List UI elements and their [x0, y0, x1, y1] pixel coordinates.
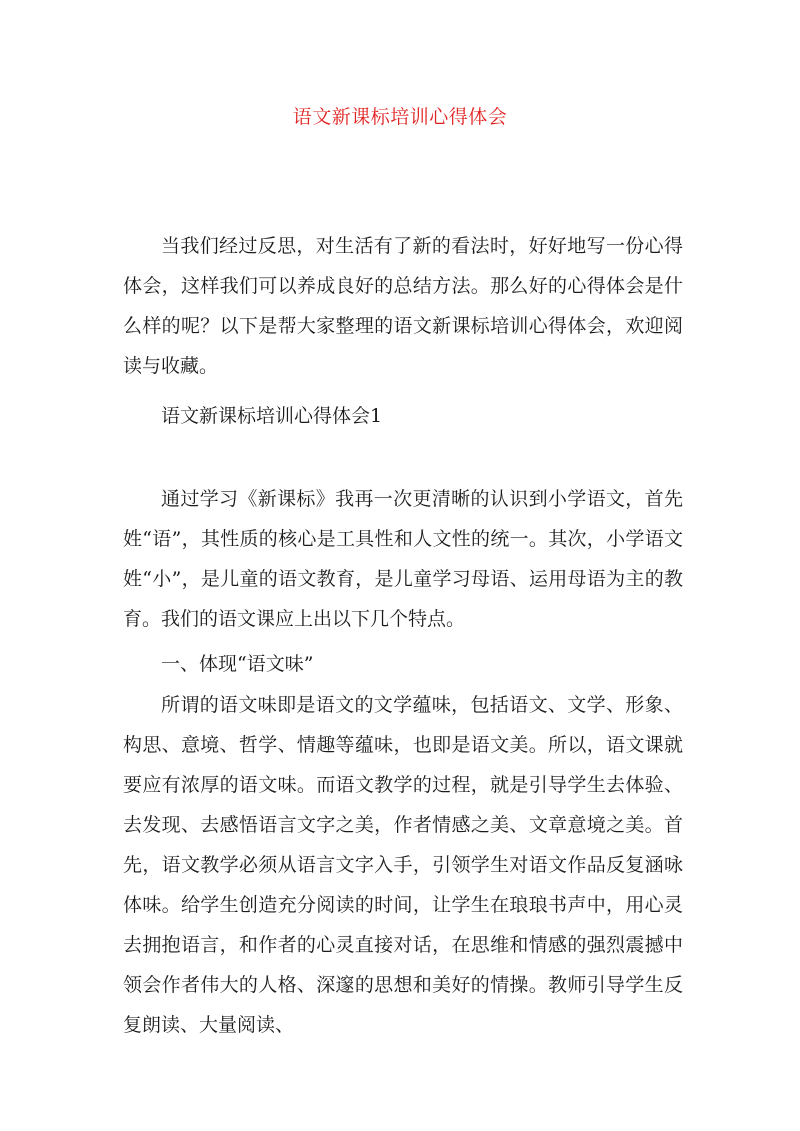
body-paragraph: 通过学习《新课标》我再一次更清晰的认识到小学语文，首先姓“语”，其性质的核心是工具性和人文性的统一。其次，小学语文姓“小”，是儿童的语文教育，是儿童学习母语、运用母语为主的教育。我们的语文课应上出以下几个特点。	[123, 488, 683, 630]
section-title: 语文新课标培训心得体会1	[161, 405, 383, 427]
body-paragraph: 所谓的语文味即是语文的文学蕴味，包括语文、文学、形象、构思、意境、哲学、情趣等蕴味，也即是语文美。所以，语文课就要应有浓厚的语文味。而语文教学的过程，就是引导学生去体验、去发现、去感悟语言文字之美，作者情感之美、文章意境之美。首先，语文教学必须从语言文字入手，引领学生对语文作品反复涵咏体味。给学生创造充分阅读的时间，让学生在琅琅书声中，用心灵去拥抱语言，和作者的心灵直接对话，在思维和情感的强烈震撼中领会作者伟大的人格、深邃的思想和美好的情操。教师引导学生反复朗读、大量阅读、	[123, 694, 683, 1036]
subheading: 一、体现“语文味”	[161, 653, 314, 675]
intro-paragraph: 当我们经过反思，对生活有了新的看法时，好好地写一份心得体会，这样我们可以养成良好的总结方法。那么好的心得体会是什么样的呢？以下是帮大家整理的语文新课标培训心得体会，欢迎阅读与收藏。	[123, 235, 683, 377]
document-title: 语文新课标培训心得体会	[292, 106, 508, 128]
